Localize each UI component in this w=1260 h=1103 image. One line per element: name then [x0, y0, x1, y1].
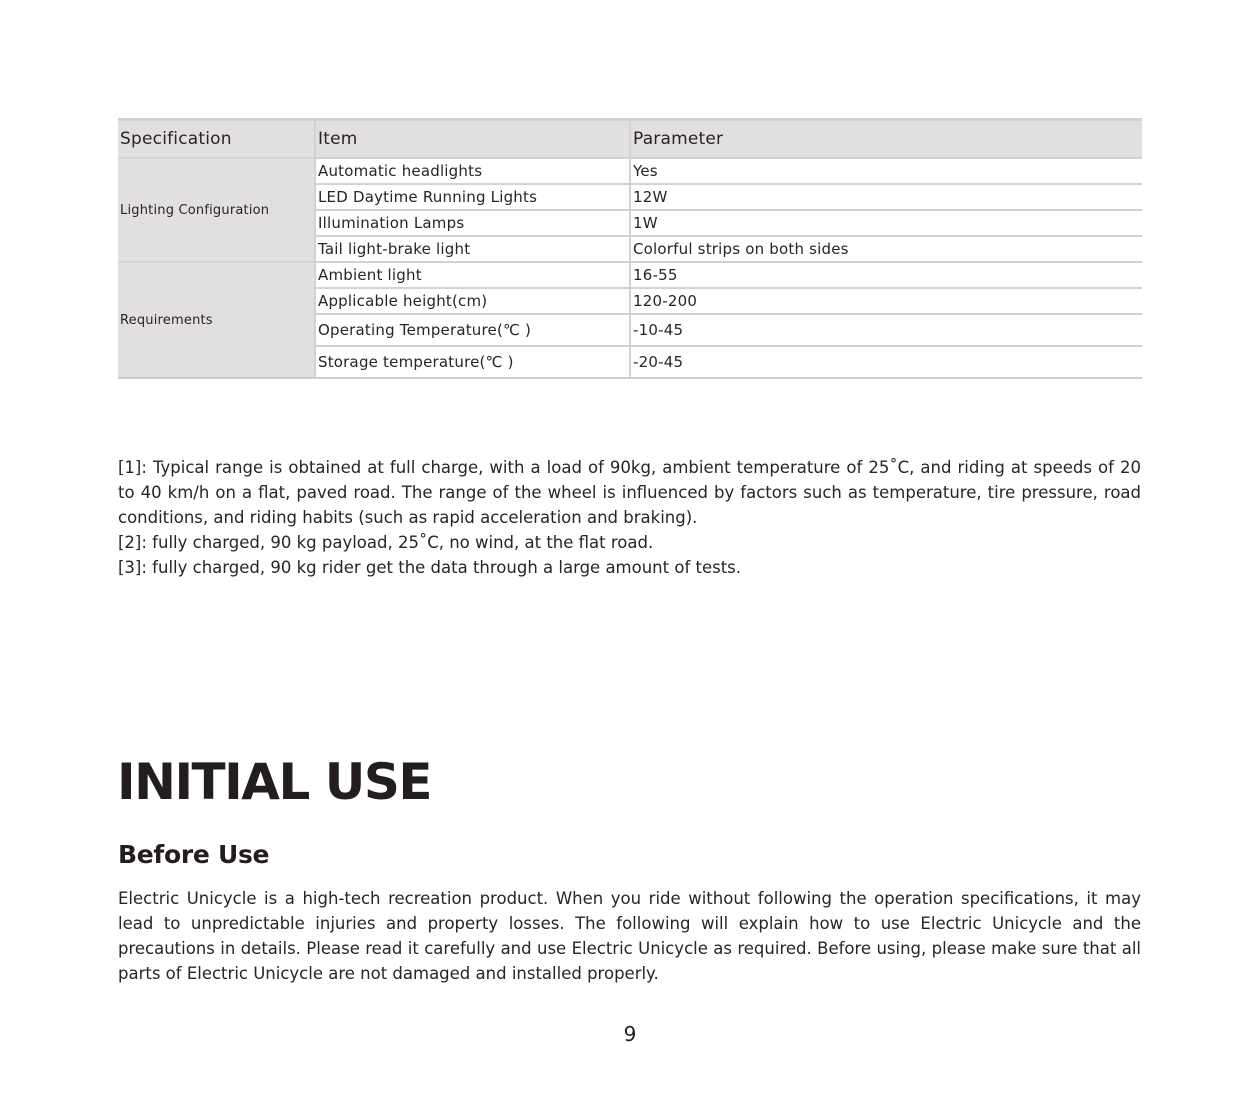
parameter-cell: 1W — [630, 210, 1142, 236]
item-cell: LED Daytime Running Lights — [315, 184, 630, 210]
specification-table — [118, 118, 1142, 379]
parameter-cell: -20-45 — [630, 346, 1142, 378]
header-specification: Specification — [118, 120, 315, 159]
item-cell: Storage temperature(℃ ) — [315, 346, 630, 378]
table-header-row — [118, 120, 1142, 159]
parameter-cell: 120-200 — [630, 288, 1142, 314]
item-cell: Operating Temperature(℃ ) — [315, 314, 630, 346]
item-cell: Ambient light — [315, 262, 630, 288]
footnote-1: [1]: Typical range is obtained at full charge, with a load of 90kg, ambient temperature of 25˚C, and riding at speeds of 20 to 40 km/h on a flat, paved road. The range of the wheel is influenced by factors such as temperature, tire pressure, road conditions, and riding habits (such as rapid acceleration and braking). — [118, 458, 1141, 527]
header-parameter: Parameter — [630, 120, 1142, 159]
item-cell: Tail light-brake light — [315, 236, 630, 262]
item-cell: Illumination Lamps — [315, 210, 630, 236]
parameter-cell: 16-55 — [630, 262, 1142, 288]
footnote-3: [3]: fully charged, 90 kg rider get the data through a large amount of tests. — [118, 558, 742, 577]
group-requirements: Requirements — [118, 262, 315, 378]
parameter-cell: -10-45 — [630, 314, 1142, 346]
section-title: INITIAL USE — [117, 753, 431, 811]
item-cell: Applicable height(cm) — [315, 288, 630, 314]
footnotes — [118, 455, 1141, 580]
table-row — [118, 262, 1142, 288]
page-number: 9 — [623, 1022, 637, 1046]
parameter-cell: Yes — [630, 158, 1142, 184]
footnote-2: [2]: fully charged, 90 kg payload, 25˚C, no wind, at the flat road. — [118, 533, 654, 552]
header-item: Item — [315, 120, 630, 159]
table-row — [118, 158, 1142, 184]
item-cell: Automatic headlights — [315, 158, 630, 184]
section-body: Electric Unicycle is a high-tech recreation product. When you ride without following the operation specifications, it may lead to unpredictable injuries and property losses. The following will explain how to use Electric Unicycle and the precautions in details. Please read it carefully and use Electric Unicycle as required. Before using, please make sure that all parts of Electric Unicycle are not damaged and installed properly. — [118, 889, 1141, 983]
section-subtitle: Before Use — [118, 840, 270, 869]
group-lighting-configuration: Lighting Configuration — [118, 158, 315, 262]
parameter-cell: Colorful strips on both sides — [630, 236, 1142, 262]
parameter-cell: 12W — [630, 184, 1142, 210]
